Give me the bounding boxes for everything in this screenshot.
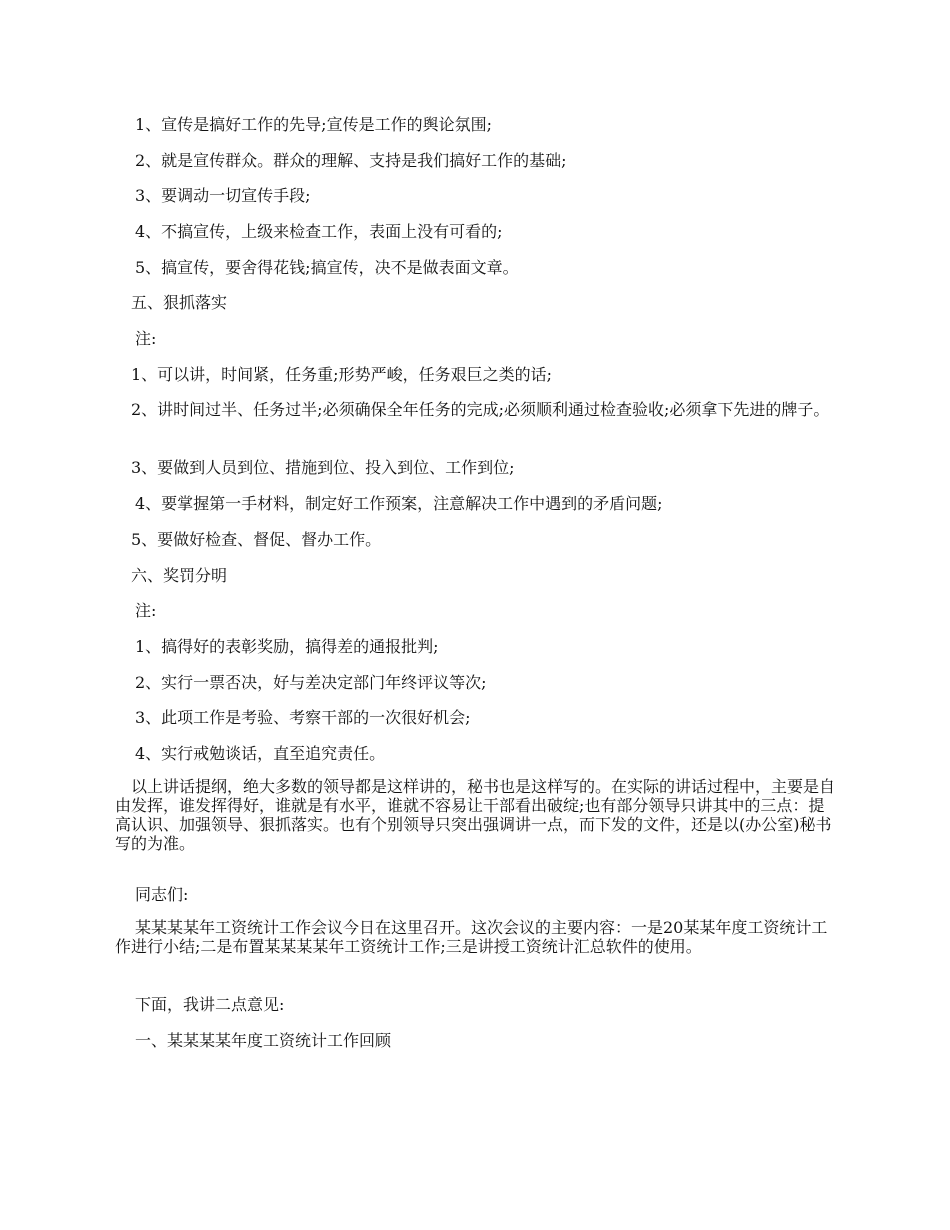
list-item: 5、搞宣传，要舍得花钱;搞宣传，决不是做表面文章。 xyxy=(135,258,519,277)
list-item: 5、要做好检查、督促、督办工作。 xyxy=(131,530,382,549)
list-item: 4、要掌握第一手材料，制定好工作预案，注意解决工作中遇到的矛盾问题; xyxy=(135,494,663,513)
section-heading: 六、奖罚分明 xyxy=(131,566,228,585)
list-item: 3、要调动一切宣传手段; xyxy=(135,186,311,205)
list-item: 1、搞得好的表彰奖励，搞得差的通报批判; xyxy=(135,637,439,656)
section-heading: 五、狠抓落实 xyxy=(131,293,228,312)
list-item: 2、就是宣传群众。群众的理解、支持是我们搞好工作的基础; xyxy=(135,151,567,170)
body-paragraph: 以上讲话提纲，绝大多数的领导都是这样讲的，秘书也是这样写的。在实际的讲话过程中，主要是自由发挥，谁发挥得好，谁就是有水平，谁就不容易让干部看出破绽;也有部分领导只讲其中的三点：提高认识、加强领导、狠抓落实。也有个别领导只突出强调讲一点，而下发的文件，还是以(办公室)秘书写的为准。 xyxy=(115,777,836,853)
body-paragraph: 某某某某年工资统计工作会议今日在这里召开。这次会议的主要内容：一是20某某年度工资统计工作进行小结;二是布置某某某某年工资统计工作;三是讲授工资统计汇总软件的使用。 xyxy=(115,918,828,956)
list-item: 1、可以讲，时间紧，任务重;形势严峻，任务艰巨之类的话; xyxy=(131,365,552,384)
note-label: 注: xyxy=(135,329,157,348)
list-item: 3、要做到人员到位、措施到位、投入到位、工作到位; xyxy=(131,458,515,477)
list-item: 2、讲时间过半、任务过半;必须确保全年任务的完成;必须顺利通过检查验收;必须拿下先进的牌子。 xyxy=(131,400,830,419)
list-item: 4、实行戒勉谈话，直至追究责任。 xyxy=(135,744,386,763)
list-item: 4、不搞宣传，上级来检查工作，表面上没有可看的; xyxy=(135,222,503,241)
list-item: 3、此项工作是考验、考察干部的一次很好机会; xyxy=(135,708,471,727)
list-item: 1、宣传是搞好工作的先导;宣传是工作的舆论氛围; xyxy=(135,115,492,134)
section-heading: 一、某某某某年度工资统计工作回顾 xyxy=(135,1031,392,1050)
body-paragraph: 下面，我讲二点意见: xyxy=(135,995,285,1014)
salutation: 同志们: xyxy=(135,885,189,904)
note-label: 注: xyxy=(135,601,157,620)
list-item: 2、实行一票否决，好与差决定部门年终评议等次; xyxy=(135,673,487,692)
